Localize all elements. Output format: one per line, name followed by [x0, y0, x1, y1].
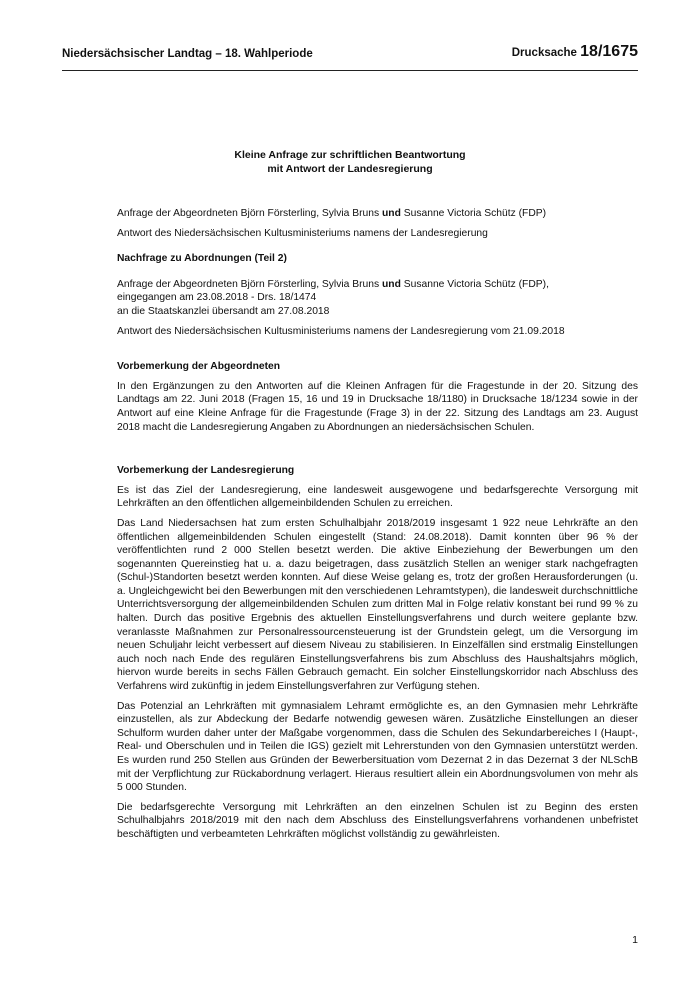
vorbemerkung-landesregierung-p3: Das Potenzial an Lehrkräften mit gymnasialem Lehramt ermöglichte es, an den Gymnasien mehr Lehrkräfte einzustellen, als zur Abdeckung der Bedarfe notwendig gewesen wären. Zusätzliche Einstellungen an dieser Schulform wurden daher unter der Maßgabe vorgenommen, dass die Schulen des Sekundarbereiches I (Haupt-, Real- und Oberschulen und in Teilen die IGS) gezielt mit Lehrerstunden von den Gymnasien unterstützt werden. Es wurden rund 250 Stellen aus Gründen der Bewerbersituation vom Dezernat 2 in das Dezernat 3 der NLSchB mit der Verpflichtung zur Rückabordnung verlagert. Hieraus resultiert allein ein Abordnungsvolumen von mehr als 5 000 Stunden. [117, 700, 638, 794]
vorbemerkung-landesregierung-p4: Die bedarfsgerechte Versorgung mit Lehrkräften an den einzelnen Schulen ist zu Beginn des ersten Schulhalbjahrs 2018/2019 mit den nach dem Abschluss des Einstellungsverfahrens vorhandenen unbefristet beschäftigten und verbeamteten Lehrkräften möglichst vollständig zu gewährleisten. [117, 801, 638, 840]
intro-anfrage-suffix: Susanne Victoria Schütz (FDP) [400, 208, 547, 219]
intro-anfrage-prefix: Anfrage der Abgeordneten Björn Försterling, Sylvia Bruns [117, 208, 383, 219]
nachfrage-heading: Nachfrage zu Abordnungen (Teil 2) [117, 253, 287, 265]
nachfrage-eingegangen: eingegangen am 23.08.2018 - Drs. 18/1474 [117, 292, 317, 304]
page-number: 1 [632, 934, 638, 946]
page-header [62, 40, 638, 71]
intro-anfrage [117, 207, 638, 221]
document-number [512, 43, 638, 61]
nachfrage-anfrage-prefix: Anfrage der Abgeordneten Björn Försterling, Sylvia Bruns [117, 278, 383, 290]
nachfrage-anfrage [117, 278, 638, 292]
vorbemerkung-landesregierung-p1: Es ist das Ziel der Landesregierung, eine landesweit ausgewogene und bedarfsgerechte Versorgung mit Lehrkräften an den öffentlichen allgemeinbildenden Schulen zu erreichen. [117, 484, 638, 510]
vorbemerkung-abgeordnete-text: In den Ergänzungen zu den Antworten auf die Kleinen Anfragen für die Fragestunde in der 20. Sitzung des Landtags am 22. Juni 2018 (Fragen 15, 16 und 19 in Drucksache 18/1180) in Drucksache 18/1234 sowie in der Antwort auf eine Kleine Anfrage für die Fragestunde (Frage 3) in der 22. Sitzung des Landtags am 23. August 2018 macht die Landesregierung Angaben zu Abordnungen an niedersächsischen Schulen. [117, 380, 638, 433]
document-number-prefix: Drucksache [511, 47, 581, 59]
vorbemerkung-landesregierung-p2: Das Land Niedersachsen hat zum ersten Schulhalbjahr 2018/2019 insgesamt 1 922 neue Lehrkräfte an den öffentlichen allgemeinbildenden Schulen eingestellt (Stand: 24.08.2018). Damit konnten über 96 % der veröffentlichten rund 2 000 Stellen besetzt werden. Die aktive Einbeziehung der Bewerbungen um den sogenannten Quereinstieg hat u. a. dazu beigetragen, dass zusätzlich Stellen an weniger stark nachgefragten (Schul-)Standorten besetzt werden konnten. Auf diese Weise gelang es, trotz der großen Herausforderungen (u. a. Ungleichgewicht bei den Bewerbungen mit den verschiedenen Lehramtstypen), die landesweit durchschnittliche Unterrichtsversorgung der allgemeinbildenden Schulen zum dritten Mal in Folge relativ konstant bei rund 99 % zu halten. Durch das positive Ergebnis des aktuellen Einstellungsverfahrens und durch weitere geplante bzw. veranlasste Maßnahmen zur Personalressourcensteuerung ist der Grundstein gelegt, um die Versorgung im neuen Schuljahr leicht verbessert auf diesem Niveau zu stabilisieren. In Einzelfällen sind erstmalig Einstellungen auch noch nach Ende des regulären Einstellungsverfahrens bis zum Abschluss des Haushaltsjahrs möglich, hiervon wurde bereits in sechs Fällen Gebrauch gemacht. Ein solcher Einstellungskorridor nach Abschluss des Verfahrens wird zukünftig in jedem Einstellungsverfahren zur Verfügung stehen. [117, 517, 638, 693]
nachfrage-uebersandt: an die Staatskanzlei übersandt am 27.08.2018 [117, 305, 330, 317]
nachfrage-antwort: Antwort des Niedersächsischen Kultusministeriums namens der Landesregierung vom 21.09.2018 [117, 325, 565, 337]
intro-antwort: Antwort des Niedersächsischen Kultusministeriums namens der Landesregierung [117, 227, 488, 239]
vorbemerkung-landesregierung-heading: Vorbemerkung der Landesregierung [117, 465, 295, 477]
nachfrage-anfrage-suffix: Susanne Victoria Schütz (FDP), [400, 278, 549, 290]
title-line-1: Kleine Anfrage zur schriftlichen Beantwortung [234, 149, 466, 161]
document-number-value: 18/1675 [580, 43, 638, 60]
document-body [117, 207, 638, 842]
intro-anfrage-und: und [382, 208, 401, 219]
document-title [62, 148, 638, 176]
title-line-2: mit Antwort der Landesregierung [267, 163, 433, 175]
nachfrage-anfrage-und: und [382, 278, 401, 290]
vorbemerkung-abgeordnete-heading: Vorbemerkung der Abgeordneten [117, 361, 281, 373]
parliament-label: Niedersächsischer Landtag – 18. Wahlperiode [62, 48, 313, 60]
